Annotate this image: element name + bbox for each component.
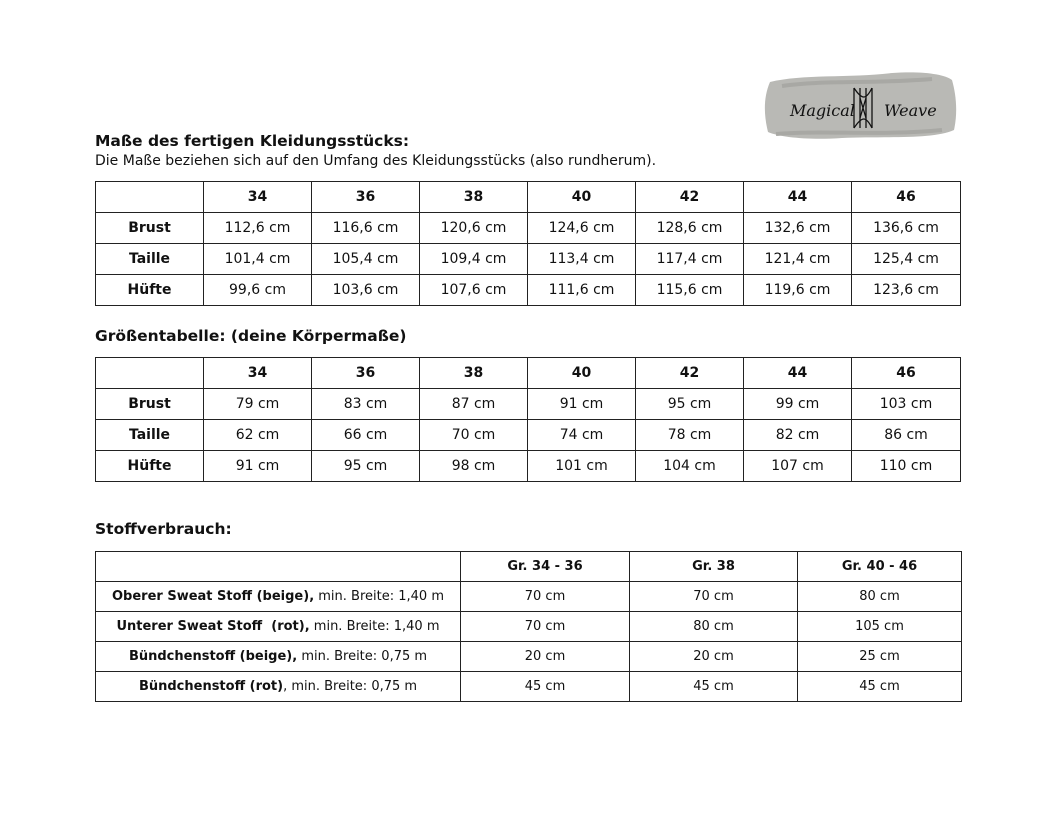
- size-header: 40: [528, 182, 636, 213]
- size-header: 34: [204, 182, 312, 213]
- table-cell: 117,4 cm: [636, 244, 744, 275]
- size-header: 36: [312, 182, 420, 213]
- table-row: [96, 244, 961, 275]
- size-header: 42: [636, 358, 744, 389]
- table-cell: 95 cm: [312, 451, 420, 482]
- size-header: 42: [636, 182, 744, 213]
- table-cell: 99 cm: [744, 389, 852, 420]
- corner-cell: [96, 552, 461, 582]
- section1-subtitle: Die Maße beziehen sich auf den Umfang des Kleidungsstücks (also rundherum).: [95, 153, 657, 169]
- table-row: [96, 582, 962, 612]
- corner-cell: [96, 182, 204, 213]
- size-header: 38: [420, 182, 528, 213]
- table-cell: 70 cm: [630, 582, 798, 612]
- table-row: [96, 275, 961, 306]
- size-header: 40: [528, 358, 636, 389]
- fabric-label: [96, 642, 461, 672]
- fabric-name: Unterer Sweat Stoff (rot),: [116, 619, 310, 634]
- size-header: 36: [312, 358, 420, 389]
- size-header: 38: [420, 358, 528, 389]
- fabric-detail: min. Breite: 1,40 m: [314, 589, 444, 604]
- table-header-row: [96, 182, 961, 213]
- table-cell: 87 cm: [420, 389, 528, 420]
- table-cell: 119,6 cm: [744, 275, 852, 306]
- table-cell: 70 cm: [420, 420, 528, 451]
- table-cell: 70 cm: [461, 612, 630, 642]
- table-row: [96, 642, 962, 672]
- table-cell: 78 cm: [636, 420, 744, 451]
- table-cell: 45 cm: [798, 672, 962, 702]
- table-cell: 101,4 cm: [204, 244, 312, 275]
- brand-logo: [762, 70, 958, 144]
- table-cell: 132,6 cm: [744, 213, 852, 244]
- table-cell: 128,6 cm: [636, 213, 744, 244]
- body-size-table: [95, 357, 961, 482]
- row-label: Taille: [96, 244, 204, 275]
- table-cell: 45 cm: [630, 672, 798, 702]
- table-cell: 79 cm: [204, 389, 312, 420]
- table-cell: 83 cm: [312, 389, 420, 420]
- row-label: Brust: [96, 389, 204, 420]
- table-cell: 105 cm: [798, 612, 962, 642]
- table-cell: 82 cm: [744, 420, 852, 451]
- table-cell: 91 cm: [528, 389, 636, 420]
- section1-title: Maße des fertigen Kleidungsstücks:: [95, 132, 410, 150]
- section3-title: Stoffverbrauch:: [95, 520, 232, 538]
- fabric-name: Bündchenstoff (beige),: [128, 649, 298, 664]
- size-group-header: Gr. 40 - 46: [798, 552, 962, 582]
- table-cell: 120,6 cm: [420, 213, 528, 244]
- table-cell: 80 cm: [630, 612, 798, 642]
- fabric-name: Oberer Sweat Stoff (beige),: [112, 589, 315, 604]
- table-cell: 136,6 cm: [852, 213, 961, 244]
- table-cell: 107,6 cm: [420, 275, 528, 306]
- table-cell: 99,6 cm: [204, 275, 312, 306]
- table-cell: 45 cm: [461, 672, 630, 702]
- logo-right-text: Weave: [884, 101, 937, 120]
- finished-garment-table: [95, 181, 961, 306]
- table-cell: 70 cm: [461, 582, 630, 612]
- table-row: [96, 612, 962, 642]
- fabric-label: [96, 612, 461, 642]
- table-cell: 91 cm: [204, 451, 312, 482]
- fabric-detail: min. Breite: 0,75 m: [297, 649, 428, 664]
- table-cell: 110 cm: [852, 451, 961, 482]
- table-cell: 107 cm: [744, 451, 852, 482]
- table-cell: 121,4 cm: [744, 244, 852, 275]
- table-header-row: [96, 358, 961, 389]
- corner-cell: [96, 358, 204, 389]
- table-cell: 112,6 cm: [204, 213, 312, 244]
- table-cell: 111,6 cm: [528, 275, 636, 306]
- row-label: Hüfte: [96, 451, 204, 482]
- fabric-detail: min. Breite: 1,40 m: [309, 619, 440, 634]
- table-row: [96, 389, 961, 420]
- table-cell: 25 cm: [798, 642, 962, 672]
- row-label: Hüfte: [96, 275, 204, 306]
- row-label: Brust: [96, 213, 204, 244]
- size-group-header: Gr. 34 - 36: [461, 552, 630, 582]
- table-cell: 109,4 cm: [420, 244, 528, 275]
- table-row: [96, 451, 961, 482]
- section2-title: Größentabelle: (deine Körpermaße): [95, 327, 407, 345]
- table-row: [96, 420, 961, 451]
- table-cell: 123,6 cm: [852, 275, 961, 306]
- table-cell: 124,6 cm: [528, 213, 636, 244]
- fabric-detail: , min. Breite: 0,75 m: [283, 679, 418, 694]
- size-header: 34: [204, 358, 312, 389]
- table-cell: 101 cm: [528, 451, 636, 482]
- table-cell: 62 cm: [204, 420, 312, 451]
- size-header: 46: [852, 358, 961, 389]
- size-header: 44: [744, 182, 852, 213]
- table-cell: 113,4 cm: [528, 244, 636, 275]
- fabric-label: [96, 672, 461, 702]
- table-cell: 98 cm: [420, 451, 528, 482]
- table-cell: 104 cm: [636, 451, 744, 482]
- table-cell: 80 cm: [798, 582, 962, 612]
- table-cell: 103 cm: [852, 389, 961, 420]
- fabric-name: Bündchenstoff (rot): [138, 679, 284, 694]
- table-row: [96, 672, 962, 702]
- table-cell: 66 cm: [312, 420, 420, 451]
- logo-left-text: Magical: [790, 101, 855, 120]
- fabric-usage-table: [95, 551, 962, 702]
- row-label: Taille: [96, 420, 204, 451]
- table-cell: 95 cm: [636, 389, 744, 420]
- table-cell: 20 cm: [630, 642, 798, 672]
- size-header: 44: [744, 358, 852, 389]
- fabric-label: [96, 582, 461, 612]
- table-cell: 116,6 cm: [312, 213, 420, 244]
- table-cell: 86 cm: [852, 420, 961, 451]
- table-cell: 125,4 cm: [852, 244, 961, 275]
- table-header-row: [96, 552, 962, 582]
- table-cell: 105,4 cm: [312, 244, 420, 275]
- table-cell: 74 cm: [528, 420, 636, 451]
- size-group-header: Gr. 38: [630, 552, 798, 582]
- table-cell: 115,6 cm: [636, 275, 744, 306]
- table-cell: 103,6 cm: [312, 275, 420, 306]
- table-cell: 20 cm: [461, 642, 630, 672]
- table-row: [96, 213, 961, 244]
- size-header: 46: [852, 182, 961, 213]
